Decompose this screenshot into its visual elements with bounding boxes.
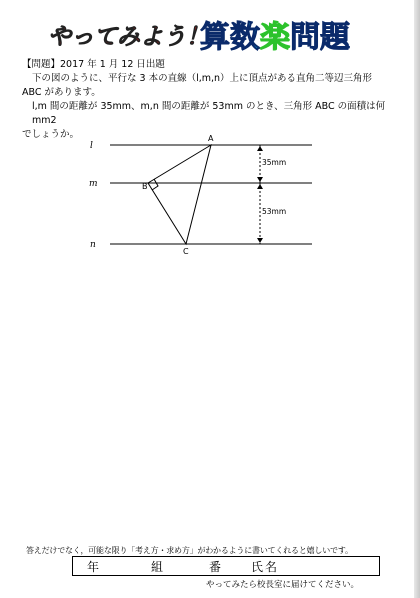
line-label-n: n: [90, 240, 96, 250]
submit-note: やってみたら校長室に届けてください。: [206, 580, 360, 590]
title-char-san: 算: [200, 20, 230, 54]
field-label-number: 番: [209, 560, 222, 574]
arrow-head: [257, 146, 263, 151]
question-paragraph1-line1: 下の図のように、平行な 3 本の直線（l,m,n）上に頂点がある直角二等辺三角形: [32, 73, 373, 84]
distance-label-35: 35mm: [262, 158, 287, 167]
title-part1: やってみよう！: [48, 24, 209, 50]
vertex-label-c: C: [183, 247, 189, 256]
triangle-abc: [148, 145, 211, 244]
arrow-head: [257, 177, 263, 182]
title-char-raku: 楽: [260, 20, 290, 54]
right-angle-mark: [152, 179, 158, 190]
title-char-mon: 問: [290, 20, 320, 54]
distance-label-53: 53mm: [262, 207, 287, 216]
field-label-grade: 年: [87, 560, 100, 574]
answer-hint: 答えだけでなく，可能な限り「考え方・求め方」がわかるように書いてくれると嬉しいです。: [26, 546, 353, 555]
question-paragraph2-line2: でしょうか。: [22, 129, 80, 140]
line-label-l: l: [90, 141, 93, 151]
vertex-label-a: A: [208, 134, 214, 143]
question-paragraph1-line2: ABC があります。: [22, 87, 101, 98]
question-heading: 【問題】2017 年 1 月 12 日出題: [22, 59, 165, 70]
question-paragraph2-line1: l,m 間の距離が 35mm、m,n 間の距離が 53mm のとき、三角形 ABC の面積は何 mm2: [32, 101, 386, 126]
title-char-dai: 題: [320, 20, 350, 54]
field-label-name: 氏名: [251, 560, 280, 574]
name-entry-box[interactable]: [72, 556, 380, 576]
line-label-m: m: [89, 179, 98, 189]
vertex-label-b: B: [142, 182, 148, 191]
arrow-head: [257, 238, 263, 243]
field-label-class: 組: [151, 560, 164, 574]
arrow-head: [257, 184, 263, 189]
title-char-suu: 数: [230, 20, 260, 54]
